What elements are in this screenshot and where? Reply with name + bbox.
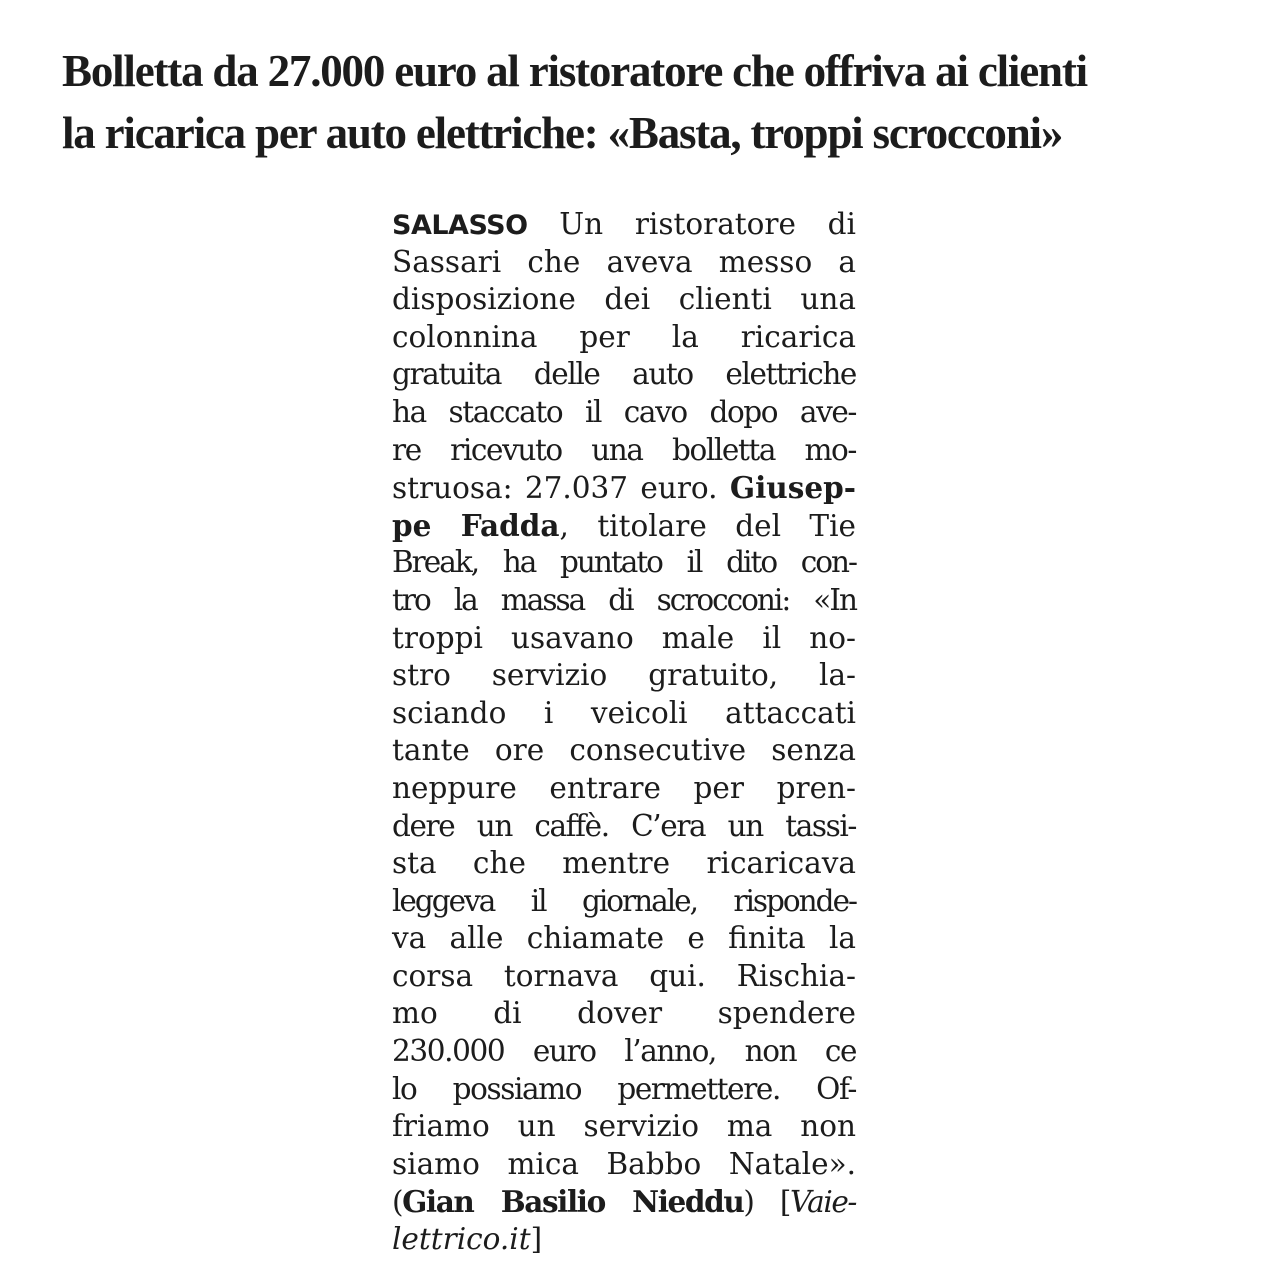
article-line: colonnina per la ricarica (392, 319, 856, 354)
article-line: lo possiamo permettere. Of- (392, 1071, 856, 1106)
source-name: lettrico.it (392, 1222, 531, 1257)
headline-line-1: Bolletta da 27.000 euro al ristoratore che offriva ai clienti (62, 46, 1087, 96)
article-text: , titolare del Tie (559, 508, 857, 543)
article-line: re ricevuto una bolletta mo- (392, 432, 856, 467)
article-line: neppure entrare per pren- (392, 770, 856, 805)
article-text: Un ristoratore di (559, 207, 856, 241)
author-name: Gian Basilio Nieddu (402, 1184, 744, 1220)
source-name: Vaie- (789, 1185, 856, 1220)
article-line (392, 206, 856, 244)
person-name: pe Fadda (392, 507, 560, 543)
article-line: disposizione dei clienti una (392, 282, 856, 317)
headline (62, 40, 1262, 164)
kicker: SALASSO (392, 210, 528, 241)
article-body (392, 206, 856, 1259)
article-line (392, 469, 856, 507)
article-line: siamo mica Babbo Natale». (392, 1146, 856, 1181)
article-line: mo di dover spendere (392, 996, 856, 1031)
article-text: ] (530, 1222, 543, 1257)
article-line: Break, ha puntato il dito con- (392, 545, 856, 580)
article-text: struosa: 27.037 euro. (392, 471, 718, 506)
article-line (392, 507, 856, 545)
article-line: va alle chiamate e finita la (392, 921, 856, 956)
article-line (392, 1221, 856, 1259)
article-line: troppi usavano male il no- (392, 620, 856, 655)
article-line: tro la massa di scrocconi: «In (392, 582, 856, 617)
article-line: leggeva il giornale, risponde- (392, 883, 856, 918)
article-line: stro servizio gratuito, la- (392, 658, 856, 693)
article-line: 230.000 euro l’anno, non ce (392, 1034, 856, 1069)
person-name: Giusep- (729, 470, 856, 506)
article-line: sta che mentre ricaricava (392, 846, 856, 881)
article-text: ) [ (743, 1185, 790, 1220)
article-line: tante ore consecutive senza (392, 733, 856, 768)
article-line: friamo un servizio ma non (392, 1109, 856, 1144)
article-line: dere un caffè. C’era un tassi- (392, 808, 856, 843)
article-text: ( (392, 1185, 403, 1220)
article-line: gratuita delle auto elettriche (392, 357, 856, 392)
article-line: corsa tornava qui. Rischia- (392, 958, 856, 993)
article-line: Sassari che aveva messo a (392, 244, 856, 279)
article-line (392, 1183, 856, 1221)
article-line: sciando i veicoli attaccati (392, 695, 856, 730)
article-line: ha staccato il cavo dopo ave- (392, 394, 856, 429)
headline-line-2: la ricarica per auto elettriche: «Basta, troppi scrocconi» (62, 108, 1063, 158)
